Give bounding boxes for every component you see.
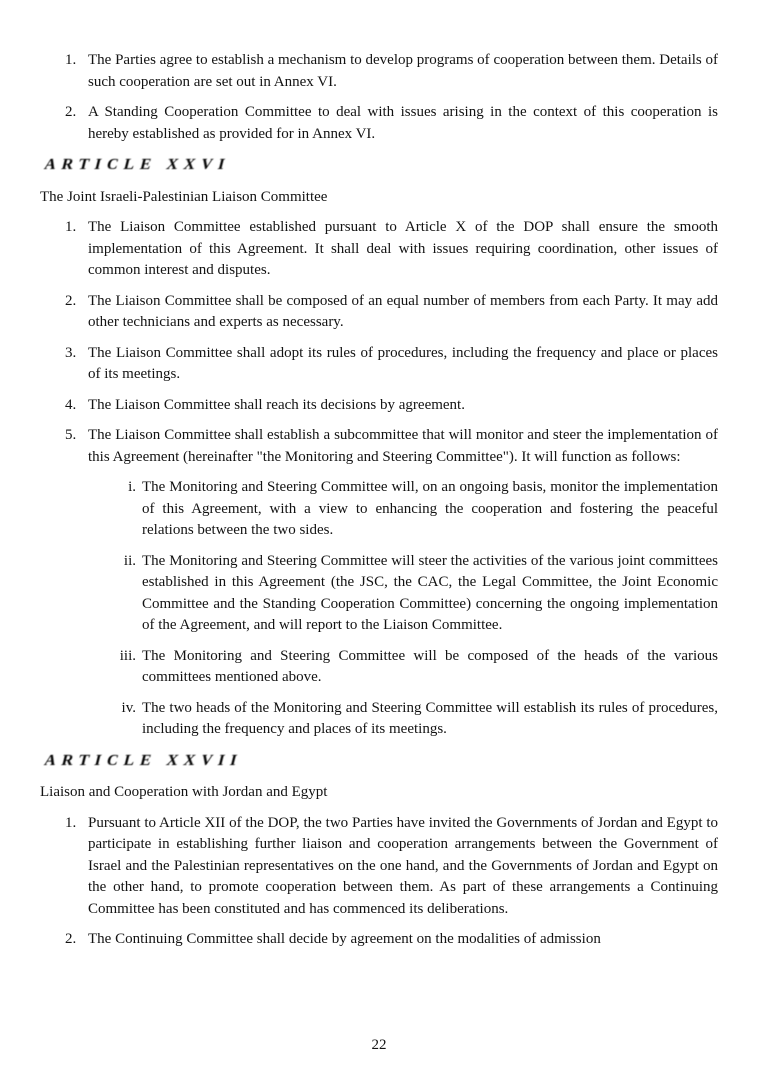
list-item: [65, 291, 718, 334]
item-number: 4.: [65, 396, 77, 413]
article-xxvii-heading: [42, 750, 718, 773]
list-item: [65, 395, 718, 417]
article-heading-text: ARTICLE XXVII: [42, 751, 245, 769]
item-text: The two heads of the Monitoring and Steering Committee will establish its rules of procedures, including the frequency and places of its meetings.: [142, 699, 718, 737]
item-text: The Liaison Committee shall establish a subcommittee that will monitor and steer the implementation of this Agreement (hereinafter "the Monitoring and Steering Committee"). It will function as follows:: [88, 427, 718, 465]
item-text: The Monitoring and Steering Committee will steer the activities of the various joint committees established in this Agreement (the JSC, the CAC, the Legal Committee, the Joint Economic Committee and the Standing Cooperation Committee) concerning the ongoing implementation of the Agreement, and will report to the Liaison Committee.: [142, 552, 718, 633]
item-text: The Continuing Committee shall decide by agreement on the modalities of admission: [88, 931, 601, 947]
item-text: A Standing Cooperation Committee to deal with issues arising in the context of this cooperation is hereby established as provided for in Annex VI.: [88, 104, 718, 142]
item-number: 5.: [65, 427, 77, 443]
item-number: i.: [128, 479, 136, 495]
item-number: 1.: [65, 219, 77, 235]
item-number: iv.: [121, 699, 136, 716]
page-number: 22: [371, 1036, 387, 1053]
item-text: The Liaison Committee shall reach its decisions by agreement.: [88, 396, 465, 413]
sub-list-item: [104, 551, 718, 637]
sub-list-item: [104, 646, 718, 689]
article-xxvi-subtitle: The Joint Israeli-Palestinian Liaison Committee: [40, 188, 328, 205]
list-item: [65, 813, 718, 921]
item-number: 2.: [65, 292, 77, 309]
item-number: 2.: [65, 104, 77, 120]
item-text: The Monitoring and Steering Committee will be composed of the heads of the various committees mentioned above.: [142, 647, 718, 685]
item-number: 3.: [65, 344, 77, 361]
item-text: The Liaison Committee shall adopt its rules of procedures, including the frequency and place or places of its meetings.: [88, 344, 718, 382]
article-xxvii-subtitle: Liaison and Cooperation with Jordan and Egypt: [40, 784, 328, 800]
item-text: The Liaison Committee shall be composed of an equal number of members from each Party. It may add other technicians and experts as necessary.: [88, 292, 718, 330]
sub-list-item: [104, 698, 718, 741]
item-text: The Parties agree to establish a mechanism to develop programs of cooperation between them. Details of such cooperation are set out in Annex VI.: [88, 52, 718, 90]
list-item: [65, 425, 718, 468]
article-xxvi-heading: [42, 154, 718, 177]
item-number: 1.: [65, 52, 77, 68]
sub-list-item: [104, 477, 718, 542]
item-text: Pursuant to Article XII of the DOP, the two Parties have invited the Governments of Jordan and Egypt to participate in establishing further liaison and cooperation arrangements between the Government of Israel and the Palestinian representatives on the one hand, and the Governments of Jordan and Egypt on the other hand, to promote cooperation between them. As part of these arrangements a Continuing Committee has been constituted and has commenced its deliberations.: [88, 814, 718, 917]
article-heading-text: ARTICLE XXVI: [42, 156, 233, 173]
item-number: 2.: [65, 931, 77, 947]
item-text: The Monitoring and Steering Committee will, on an ongoing basis, monitor the implementation of this Agreement, with a view to enhancing the cooperation and fostering the peaceful relations between the two sides.: [142, 479, 718, 538]
list-item: [65, 929, 718, 951]
item-number: 1.: [65, 814, 77, 831]
item-number: ii.: [123, 552, 136, 569]
item-text: The Liaison Committee established pursuant to Article X of the DOP shall ensure the smooth implementation of this Agreement. It shall deal with issues requiring coordination, other issues of common interest and disputes.: [88, 219, 718, 278]
list-item: [65, 50, 718, 93]
item-number: iii.: [119, 647, 136, 664]
list-item: [65, 102, 718, 145]
list-item: [65, 343, 718, 386]
list-item: [65, 217, 718, 282]
